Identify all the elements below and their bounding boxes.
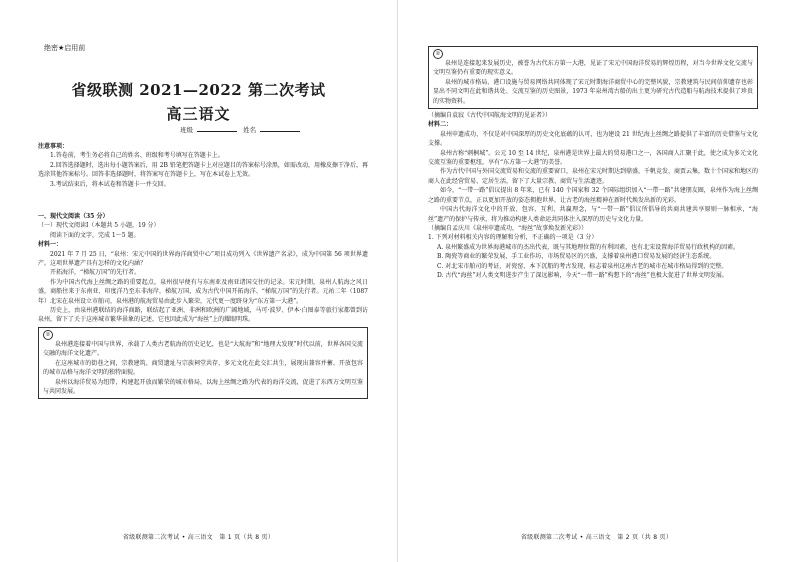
notice-item: 3.考试结束后，将本试卷和答题卡一并交回。: [50, 180, 170, 188]
notice-item: 2.回答选择题时，选出每小题答案后，用 2B 铅笔把答题卡上对应题目的答案标号涂黑，如需改动，用橡皮擦干净后，再选涂其他答案标号。回答非选择题时，将答案写在答题卡上，写在本试卷上无效。: [38, 161, 368, 179]
exam-title: 省级联测 2021—2022 第二次考试: [71, 81, 326, 99]
instruction: 阅读下面的文字，完成 1～5 题。: [50, 231, 140, 239]
material-2-label: 材料二：: [428, 121, 453, 129]
paragraph: 泉州是连接起来发展历史，被誉为古代东方第一大港，见证了宋元中国海洋贸易的辉煌历程，对当今世界文化交流与文明互鉴仍有重要的现实意义。: [433, 60, 753, 77]
paragraph: 在这座城市的街巷之间，宗教建筑、商贸遗址与宗族祠堂共存，多元文化在此交汇共生，展现出兼容并蓄、开放包容的城市品格与海洋文明的独特面貌。: [43, 359, 363, 377]
paragraph: 如今，“一带一路”倡议提出 8 年来，已有 140 个国家和 32 个国际组织加入“一带一路”共建朋友圈，泉州作为海上丝绸之路的重要节点，正以更加开放的姿态拥抱世界，让古老的海丝精神在新时代焕发出新的光彩。: [428, 187, 758, 204]
boxed-excerpt: [428, 46, 758, 109]
material-1-label: 材料一：: [38, 241, 63, 249]
page-footer-1: 省级联测第二次考试 • 高三语文 第 1 页（共 8 页）: [122, 534, 275, 541]
option-c: C. 对北宋市舶司的考证，对瓷窑、本下沉船的考古发现，标志着泉州这座古老的城市在城市格局得到的完整。: [437, 262, 728, 270]
section-heading: 一、现代文阅读（35 分）: [38, 213, 109, 220]
paragraph: 开拓海洋，“梯航万国”的先行者。: [50, 269, 141, 277]
paragraph: 泉州港连接着中国与世界，承载了人类古老航海的历史记忆，也是“大航海”和“地理大发现”时代以前，世界各国交流交融的海洋文化遗产。: [43, 340, 363, 358]
page-2: [397, 0, 794, 562]
paragraph: 中国古代海洋文化中的开放、包容、互利、共赢理念，与“一带一路”倡议所倡导的共商共建共享原则一脉相承，“海丝”遗产的保护与传承，将为推动构建人类命运共同体注入深厚的历史与文化力量。: [428, 206, 758, 223]
option-d: D. 古代“海丝”对人类文明进步产生了深远影响，今天“一带一路”构想下的“海丝”也极大促进了世界文明发展。: [437, 271, 728, 279]
notice-item: 1.答卷前，考生务必将自己的姓名、班级和考号填写在答题卡上。: [50, 152, 224, 160]
page-2-content: [428, 44, 758, 280]
class-blank: [197, 131, 237, 132]
paragraph: 作为古代中国与外国交流贸易和交流的重要窗口，泉州在宋元时期达到鼎盛，千帆竞发、商贾云集，数十个国家和地区的商人在此经营贸易、定居生活，留下了大量宗教、商贸与生活遗迹。: [428, 168, 759, 185]
secret-mark: 绝密★启用前: [44, 44, 86, 52]
question-1: 1. 下列对材料相关内容的理解和分析，不正确的一项是（3 分）: [428, 234, 598, 242]
source-citation: （摘编自孟庆川《泉州申遗成功，“海丝”故事焕发新光彩》）: [428, 224, 588, 232]
paragraph: 泉州申遗成功，不仅是对中国深厚的历史文化底蕴的认可，也为建设 21 世纪海上丝绸之路提供了丰富的历史借鉴与文化支撑。: [428, 130, 758, 148]
option-b: B. 陶瓷等商业的繁荣发展，手工业作坊、市场贸易区的兴盛，支撑着泉州港口贸易发展的经济生态系统。: [437, 253, 716, 261]
paragraph: 泉州古称“刺桐城”。公元 10 至 14 世纪，泉州港是世界上最大的贸易港口之一，各国商人汇聚于此，使之成为多元文化交流互鉴的重要枢纽，享有“东方第一大港”的美誉。: [428, 149, 758, 167]
name-blank: [260, 131, 300, 132]
exam-subject: 高三语文: [166, 105, 231, 123]
paragraph: 泉州以海洋贸易为纽带，构建起开放而繁荣的城市格局，以海上丝绸之路为代表的海洋交流，促进了东西方文明互鉴与共同发展。: [43, 378, 363, 395]
paragraph: 2021 年 7 月 25 日，“泉州：宋元中国的世界海洋商贸中心”项目成功列入《世界遗产名录》，成为中国第 56 项世界遗产。这项世界遗产具有怎样的文化内涵？: [38, 250, 368, 268]
question-options: [428, 243, 758, 281]
subsection-heading: （一）现代文阅读Ⅰ（本题共 5 小题，19 分）: [38, 222, 160, 230]
paragraph: 泉州的城市格局、港口设施与贸易网络共同体现了宋元时期海洋商贸中心的完整风貌，宗教建筑与民间信仰遗存也彰显出不同文明在此和谐共处、交流互鉴的历史图景，1973 年泉州湾古船的出土更为研究古代造船与航海技术提供了珍贵的实物资料。: [433, 78, 753, 105]
student-info-line: [180, 125, 304, 134]
option-a: A. 泉州繁盛成为世界海港城市的杰出代表，既与其地理位置的有利因素，也有北宋设置海洋贸易行政机构的因素。: [437, 243, 740, 251]
section-1: [38, 212, 368, 401]
page-footer-2: 省级联测第二次考试 • 高三语文 第 2 页（共 8 页）: [520, 534, 673, 541]
paragraph: 历史上，由泉州港联结的海洋商路，联结起了亚洲、非洲和欧洲的广阔地域，马可·波罗、伊本·白图泰等旅行家都曾到访泉州，留下了关于这座城市繁华景象的记述，它也因此成为“海丝”上的耀眼明珠。: [38, 307, 368, 324]
circle-number: ②: [433, 49, 443, 59]
boxed-excerpt: [38, 327, 368, 399]
name-label: 姓名: [243, 126, 257, 134]
notice-block: [38, 142, 368, 189]
paragraph: 作为中国古代海上丝绸之路的重要起点，泉州很早便有与东南亚及南亚诸国交往的记录。宋元时期，泉州人航海之风日盛，商船往来于东南亚、印度洋乃至东非海岸，梯航万国，成为古代中国开拓海洋、“梯航万国”的先行者。元祐二年（1087 年）北宋在泉州设立市舶司，泉州港的航海贸易由此步入繁荣，元代更一度跻身为“东方第一大港”。: [38, 278, 368, 305]
notice-heading: 注意事项：: [38, 143, 69, 150]
class-label: 班级: [180, 126, 193, 134]
source-citation: （摘编自袁寂《古代中国航海文明的见证者》）: [428, 112, 552, 120]
circle-number: ②: [43, 330, 53, 340]
